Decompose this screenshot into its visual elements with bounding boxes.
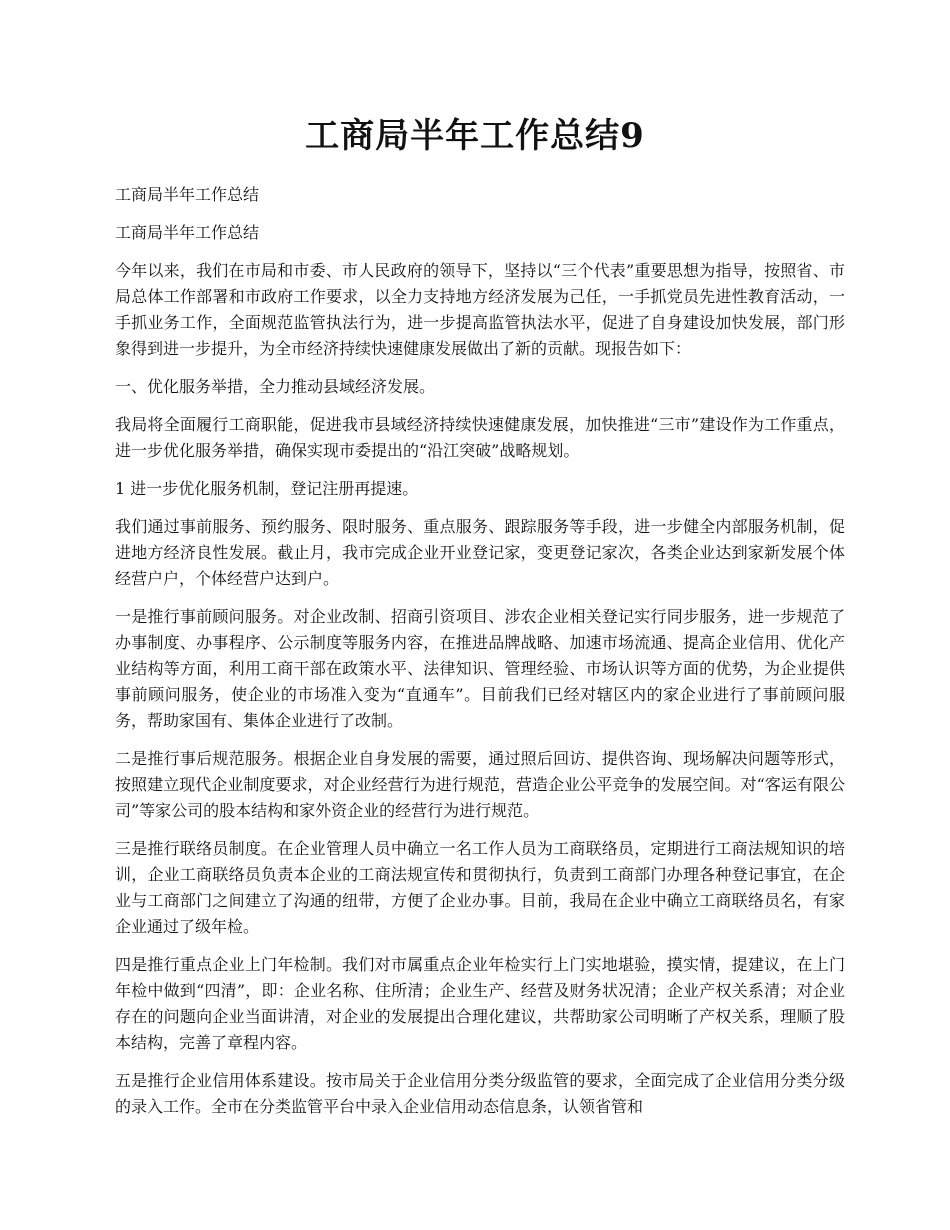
subtitle-line: 工商局半年工作总结 [115,223,260,242]
intro-paragraph: 今年以来，我们在市局和市委、市人民政府的领导下，坚持以“三个代表”重要思想为指导，按照省、市局总体工作部署和市政府工作要求，以全力支持地方经济发展为己任，一手抓党员先进性教育活动，一手抓业务工作，全面规范监管执法行为，进一步提高监管执法水平，促进了自身建设加快发展，部门形象得到进一步提升，为全市经济持续快速健康发展做出了新的贡献。现报告如下： [115,261,845,358]
body-paragraph: 二是推行事后规范服务。根据企业自身发展的需要，通过照后回访、提供咨询、现场解决问题等形式，按照建立现代企业制度要求，对企业经营行为进行规范，营造企业公平竞争的发展空间。对“客运有限公司”等家公司的股本结构和家外资企业的经营行为进行规范。 [115,749,845,820]
body-paragraph: 一是推行事前顾问服务。对企业改制、招商引资项目、涉农企业相关登记实行同步服务，进一步规范了办事制度、办事程序、公示制度等服务内容，在推进品牌战略、加速市场流通、提高企业信用、优化产业结构等方面，利用工商干部在政策水平、法律知识、管理经验、市场认识等方面的优势，为企业提供事前顾问服务，使企业的市场准入变为“直通车”。目前我们已经对辖区内的家企业进行了事前顾问服务，帮助家国有、集体企业进行了改制。 [115,607,845,730]
body-paragraph: 我局将全面履行工商职能，促进我市县域经济持续快速健康发展，加快推进“三市”建设作为工作重点，进一步优化服务举措，确保实现市委提出的“沿江突破”战略规划。 [115,415,845,460]
body-paragraph: 五是推行企业信用体系建设。按市局关于企业信用分类分级监管的要求，全面完成了企业信用分类分级的录入工作。全市在分类监管平台中录入企业信用动态信息条，认领省管和 [115,1071,845,1116]
body-paragraph: 三是推行联络员制度。在企业管理人员中确立一名工作人员为工商联络员，定期进行工商法规知识的培训，企业工商联络员负责本企业的工商法规宣传和贯彻执行，负责到工商部门办理各种登记事宜，在企业与工商部门之间建立了沟通的纽带，方便了企业办事。目前，我局在企业中确立工商联络员名，有家企业通过了级年检。 [115,839,845,936]
subsection-heading: 1 进一步优化服务机制，登记注册再提速。 [115,479,419,498]
section-heading: 一、优化服务举措，全力推动县域经济发展。 [115,377,436,396]
body-paragraph: 我们通过事前服务、预约服务、限时服务、重点服务、跟踪服务等手段，进一步健全内部服务机制，促进地方经济良性发展。截止月，我市完成企业开业登记家，变更登记家次，各类企业达到家新发展个体经营户户，个体经营户达到户。 [115,517,845,588]
body-paragraph: 四是推行重点企业上门年检制。我们对市属重点企业年检实行上门实地堪验，摸实情，提建议，在上门年检中做到“四清”，即：企业名称、住所清；企业生产、经营及财务状况清；企业产权关系清；对企业存在的问题向企业当面讲清，对企业的发展提出合理化建议，共帮助家公司明晰了产权关系，理顺了股本结构，完善了章程内容。 [115,955,845,1052]
document-body [115,182,845,1132]
document-title: 工商局半年工作总结9 [305,116,645,156]
subtitle-line: 工商局半年工作总结 [115,185,260,204]
